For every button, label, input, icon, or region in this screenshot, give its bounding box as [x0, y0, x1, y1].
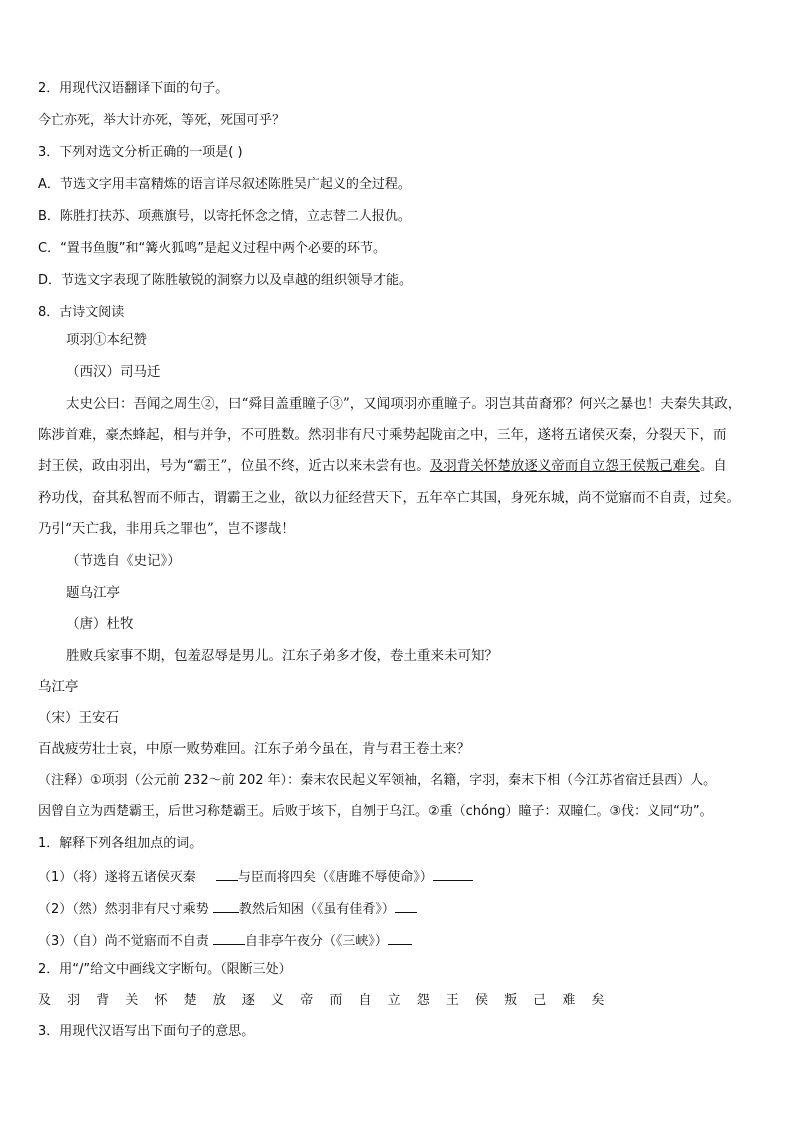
- text1-title: 项羽①本纪赞: [66, 332, 147, 348]
- underlined-sentence: 及羽背关怀楚放逐义帝而自立怨王侯叛己难矣: [429, 458, 700, 474]
- passage-line-3-end: 。自: [699, 458, 727, 474]
- question-2-title: 2．用现代汉语翻译下面的句子。: [38, 81, 229, 96]
- item-2-right: 教然后知困（《虽有佳肴》）: [238, 902, 395, 917]
- question-2-sentence: 今亡亦死，举大计亦死，等死，死国可乎？: [38, 113, 286, 128]
- answer-blank-2a[interactable]: [213, 898, 239, 913]
- question-3-title: 3．下列对选文分析正确的一项是( ): [38, 145, 243, 160]
- item-1-right: 与臣而将四矣（《唐雎不辱使命》）: [237, 870, 433, 885]
- item-3-left: （3）（自）尚不觉寤而不自责: [38, 934, 209, 949]
- answer-blank-3b[interactable]: [388, 930, 412, 945]
- text1-author: （西汉）司马迁: [66, 364, 161, 380]
- poem2-author: （宋）王安石: [38, 710, 119, 726]
- option-b[interactable]: B．陈胜打扶苏、项燕旗号，以寄托怀念之情，立志替二人报仇。: [38, 209, 411, 224]
- item-2-left: （2）（然）然羽非有尺寸乘势: [38, 902, 209, 917]
- item-1-left: （1）（将）遂将五诸侯灭秦: [38, 870, 196, 885]
- sub-question-1-item-1: [38, 866, 473, 887]
- annotation-line-1: （注释）①项羽（公元前 232～前 202 年）：秦末农民起义军领袖，名籍，字羽，秦末下相（今江苏省宿迁县西）人。: [38, 773, 717, 788]
- answer-blank-1b[interactable]: [433, 866, 473, 881]
- poem2-title: 乌江亭: [38, 679, 79, 695]
- poem1-text: 胜败兵家事不期，包羞忍辱是男儿。江东子弟多才俊，卷土重来未可知？: [66, 648, 498, 664]
- passage-line-5: 乃引“天亡我，非用兵之罪也”，岂不谬哉！: [38, 521, 295, 537]
- poem2-text: 百战疲劳壮士哀，中原一败势难回。江东子弟今虽在，肯与君王卷土来？: [38, 741, 470, 757]
- sub-question-2-title: 2．用“/”给文中画线文字断句。（限断三处）: [38, 962, 292, 977]
- passage-line-1: 太史公曰：吾闻之周生②，曰“舜目盖重瞳子③”，又闻项羽亦重瞳子。羽岂其苗裔邪？何兴之暴也！夫秦失其政，: [66, 396, 742, 412]
- passage-line-2: 陈涉首难，豪杰蜂起，相与并争，不可胜数。然羽非有尺寸乘势起陇亩之中，三年，遂将五诸侯灭秦，分裂天下，而: [38, 427, 727, 443]
- poem1-author: （唐）杜牧: [66, 616, 134, 632]
- sub-question-1-item-2: [38, 898, 417, 919]
- passage-line-3: [38, 457, 727, 475]
- option-a[interactable]: A．节选文字用丰富精炼的语言详尽叙述陈胜吴广起义的全过程。: [38, 177, 411, 192]
- answer-blank-3a[interactable]: [213, 930, 245, 945]
- passage-source: （节选自《史记》）: [66, 553, 181, 569]
- answer-blank-2b[interactable]: [395, 898, 417, 913]
- passage-line-3-start: 封王侯，政由羽出，号为“霸王”，位虽不终，近古以来未尝有也。: [38, 458, 430, 474]
- section-heading: 8．古诗文阅读: [38, 305, 125, 320]
- poem1-title: 题乌江亭: [66, 585, 120, 601]
- answer-blank-1a[interactable]: [216, 866, 238, 881]
- sub-question-1-item-3: [38, 930, 412, 951]
- sentence-to-punctuate: 及 羽 背 关 怀 楚 放 逐 义 帝 而 自 立 怨 王 侯 叛 己 难 矣: [38, 993, 611, 1008]
- option-d[interactable]: D．节选文字表现了陈胜敏锐的洞察力以及卓越的组织领导才能。: [38, 273, 413, 288]
- passage-line-4: 矜功伐，奋其私智而不师古，谓霸王之业，欲以力征经营天下，五年卒亡其国，身死东城，尚不觉寤而不自责，过矣。: [38, 490, 740, 506]
- item-3-right: 自非亭午夜分（《三峡》）: [244, 934, 388, 949]
- sub-question-1-title: 1．解释下列各组加点的词。: [38, 836, 203, 851]
- sub-question-3-title: 3．用现代汉语写出下面句子的意思。: [38, 1024, 255, 1039]
- annotation-line-2: 因曾自立为西楚霸王，后世习称楚霸王。后败于垓下，自刎于乌江。②重（chóng）瞳子：双瞳仁。③伐：义同“功”。: [38, 804, 713, 819]
- option-c[interactable]: C．“置书鱼腹”和“篝火狐鸣”是起义过程中两个必要的环节。: [38, 241, 387, 256]
